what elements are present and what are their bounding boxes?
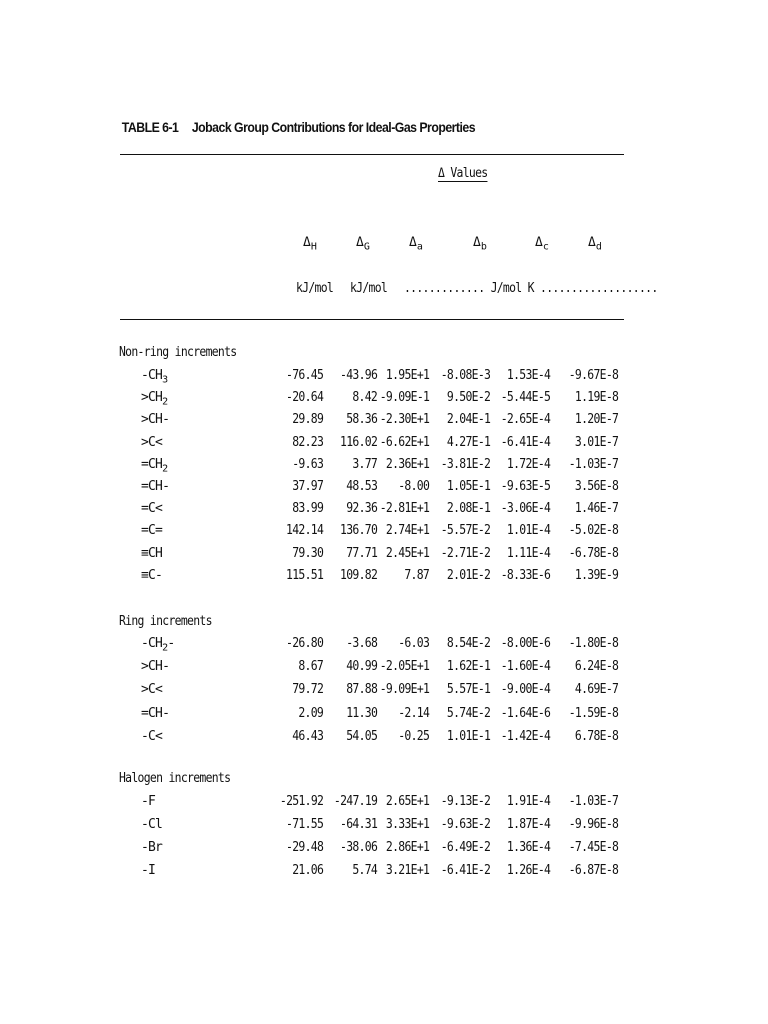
table-title (120, 119, 475, 135)
value-dh: 79.72 (292, 682, 323, 698)
group-formula: -I (141, 863, 156, 878)
group-name (141, 682, 162, 697)
value-dh: 37.97 (292, 479, 323, 494)
value-d: -7.45E-8 (568, 840, 618, 855)
value-dh: 142.14 (285, 523, 323, 539)
value-b: -2.71E-2 (440, 545, 490, 561)
value-c: -1.64E-6 (500, 705, 550, 721)
value-a: 2.36E+1 (385, 456, 429, 472)
value-dh: 79.30 (292, 545, 323, 561)
group-name (141, 546, 162, 561)
value-dh: -76.45 (285, 368, 323, 383)
column-header-b (473, 235, 487, 253)
value-d: 1.46E-7 (574, 501, 618, 517)
value-d: 6.78E-8 (574, 728, 618, 744)
value-a: -9.09E+1 (379, 682, 429, 698)
value-c: -9.00E-4 (500, 682, 550, 698)
group-name (141, 523, 162, 538)
table-row (0, 682, 768, 704)
value-c: -8.33E-6 (500, 567, 550, 583)
group-formula: =C= (141, 523, 163, 539)
group-name (141, 794, 155, 809)
column-header-subscript: d (595, 241, 602, 253)
group-name (141, 729, 162, 744)
column-header-subscript: G (363, 241, 370, 253)
group-formula: -CH (141, 368, 163, 383)
value-d: 1.19E-8 (574, 390, 618, 406)
value-dh: -29.48 (285, 840, 323, 855)
group-name (141, 412, 169, 427)
table-row (0, 501, 768, 523)
group-name (141, 840, 162, 855)
column-header-a (409, 235, 423, 253)
value-c: -6.41E-4 (500, 434, 550, 450)
group-formula: >CH- (141, 412, 170, 428)
value-a: -6.62E+1 (379, 434, 429, 450)
value-d: -1.59E-8 (568, 705, 618, 721)
value-dg: -38.06 (339, 840, 377, 855)
table-row (0, 523, 768, 545)
value-dg: 136.70 (339, 523, 377, 539)
value-a: -8.00 (398, 479, 429, 494)
value-b: -8.08E-3 (440, 368, 490, 383)
value-d: -9.96E-8 (568, 817, 618, 832)
value-dh: -9.63 (292, 456, 323, 472)
value-a: -9.09E-1 (379, 390, 429, 406)
group-name (141, 457, 167, 475)
value-dh: 21.06 (292, 863, 323, 878)
value-d: 1.20E-7 (574, 412, 618, 428)
value-dg: 87.88 (346, 682, 377, 698)
value-dg: -3.68 (346, 636, 377, 651)
group-name (141, 435, 162, 450)
value-c: -2.65E-4 (500, 412, 550, 428)
group-formula: -Br (141, 840, 163, 855)
table-row (0, 729, 768, 751)
value-d: -5.02E-8 (568, 523, 618, 539)
value-c: 1.87E-4 (506, 817, 550, 832)
column-header-d (588, 235, 602, 253)
value-b: 2.04E-1 (446, 412, 490, 428)
value-b: 4.27E-1 (446, 434, 490, 450)
group-formula: ≡CH (141, 545, 163, 561)
table-row (0, 706, 768, 728)
table-row (0, 546, 768, 568)
value-b: -5.57E-2 (440, 523, 490, 539)
value-b: 9.50E-2 (446, 390, 490, 406)
value-dh: -20.64 (285, 390, 323, 406)
group-name (141, 706, 169, 721)
value-d: -1.03E-7 (568, 794, 618, 809)
value-dh: 29.89 (292, 412, 323, 428)
group-name (141, 390, 167, 408)
value-c: 1.11E-4 (506, 545, 550, 561)
group-subscript: 3 (162, 374, 168, 386)
unit-dh: kJ/mol (296, 281, 334, 296)
group-name (141, 659, 169, 674)
value-dg: 77.71 (346, 545, 377, 561)
value-a: 1.95E+1 (385, 368, 429, 383)
value-d: -6.78E-8 (568, 545, 618, 561)
group-subscript: 2 (162, 642, 168, 654)
value-b: 1.01E-1 (446, 728, 490, 744)
group-name (141, 368, 167, 386)
value-c: 1.01E-4 (506, 523, 550, 539)
group-name (141, 501, 162, 516)
section-label: Halogen increments (119, 771, 231, 786)
value-dh: 115.51 (285, 567, 323, 583)
group-formula: -F (141, 794, 156, 809)
value-d: 4.69E-7 (574, 682, 618, 698)
value-dg: 48.53 (346, 479, 377, 494)
header-rule (120, 319, 624, 320)
value-c: -5.44E-5 (500, 390, 550, 406)
value-b: -9.63E-2 (440, 817, 490, 832)
table-row (0, 412, 768, 434)
value-b: -6.41E-2 (440, 863, 490, 878)
value-dh: 2.09 (298, 705, 323, 721)
table-row (0, 817, 768, 839)
column-header-subscript: c (542, 241, 549, 253)
value-dg: 54.05 (346, 728, 377, 744)
column-header-symbol: Δ (303, 235, 311, 250)
group-subscript: 2 (162, 396, 168, 408)
value-a: -2.30E+1 (379, 412, 429, 428)
group-formula: -CH (141, 636, 163, 651)
value-b: -6.49E-2 (440, 840, 490, 855)
value-dh: -26.80 (285, 636, 323, 651)
group-formula: -C< (141, 728, 163, 744)
column-header-H (303, 235, 317, 253)
value-b: 8.54E-2 (446, 636, 490, 651)
group-name (141, 568, 162, 583)
value-a: -2.81E+1 (379, 501, 429, 517)
value-c: -3.06E-4 (500, 501, 550, 517)
value-a: 2.86E+1 (385, 840, 429, 855)
group-name (141, 636, 174, 654)
table-row (0, 368, 768, 390)
unit-rest: ............. J/mol K ................... (404, 281, 658, 296)
value-c: 1.91E-4 (506, 794, 550, 809)
group-name (141, 817, 162, 832)
value-b: 5.57E-1 (446, 682, 490, 698)
value-a: 3.21E+1 (385, 863, 429, 878)
table-number: TABLE 6-1 (121, 119, 179, 135)
top-rule (120, 154, 624, 155)
group-formula: =CH- (141, 705, 170, 721)
value-dh: -251.92 (279, 794, 323, 809)
value-d: -1.03E-7 (568, 456, 618, 472)
group-formula: >C< (141, 434, 163, 450)
table-row (0, 863, 768, 885)
value-dg: -64.31 (339, 817, 377, 832)
value-d: 3.01E-7 (574, 434, 618, 450)
group-formula: >CH- (141, 659, 170, 675)
value-dh: 83.99 (292, 501, 323, 517)
value-dg: 5.74 (352, 863, 377, 878)
value-c: -1.60E-4 (500, 659, 550, 675)
value-d: -1.80E-8 (568, 636, 618, 651)
value-dg: 8.42 (352, 390, 377, 406)
table-row (0, 435, 768, 457)
table-row (0, 479, 768, 501)
value-d: -9.67E-8 (568, 368, 618, 383)
group-formula: =CH- (141, 479, 170, 494)
value-a: 3.33E+1 (385, 817, 429, 832)
column-header-subscript: a (416, 241, 423, 253)
value-c: 1.72E-4 (506, 456, 550, 472)
table-row (0, 840, 768, 862)
table-row (0, 568, 768, 590)
value-c: 1.26E-4 (506, 863, 550, 878)
table-row (0, 457, 768, 479)
column-header-c (535, 235, 549, 253)
column-header-symbol: Δ (409, 235, 417, 250)
value-dg: 116.02 (339, 434, 377, 450)
value-d: 6.24E-8 (574, 659, 618, 675)
column-header-symbol: Δ (535, 235, 543, 250)
value-a: 2.74E+1 (385, 523, 429, 539)
value-dg: 11.30 (346, 705, 377, 721)
value-b: 2.01E-2 (446, 567, 490, 583)
group-formula: >C< (141, 682, 163, 698)
value-dg: 92.36 (346, 501, 377, 517)
section-label: Ring increments (119, 614, 212, 629)
value-dg: 109.82 (339, 567, 377, 583)
value-b: 1.05E-1 (446, 479, 490, 494)
value-a: -2.14 (398, 705, 429, 721)
group-formula: =CH (141, 456, 163, 472)
table-row (0, 636, 768, 658)
group-name (141, 863, 155, 878)
column-header-symbol: Δ (356, 235, 364, 250)
column-header-subscript: b (480, 241, 487, 253)
value-a: -0.25 (398, 728, 429, 744)
table-row (0, 794, 768, 816)
value-dh: -71.55 (285, 817, 323, 832)
value-c: 1.36E-4 (506, 840, 550, 855)
section-label: Non-ring increments (119, 345, 237, 360)
group-formula: =C< (141, 501, 163, 517)
value-dg: 40.99 (346, 659, 377, 675)
value-b: -3.81E-2 (440, 456, 490, 472)
value-c: 1.53E-4 (506, 368, 550, 383)
group-suffix: - (167, 636, 175, 651)
column-header-subscript: H (310, 241, 317, 253)
column-header-G (356, 235, 370, 253)
value-c: -8.00E-6 (500, 636, 550, 651)
value-dg: -247.19 (333, 794, 377, 809)
table-row (0, 390, 768, 412)
table-caption: Joback Group Contributions for Ideal-Gas Properties (191, 119, 476, 135)
value-a: 2.65E+1 (385, 794, 429, 809)
delta-values-heading: Δ Values (438, 166, 488, 181)
value-a: 7.87 (404, 567, 429, 583)
value-dh: 82.23 (292, 434, 323, 450)
value-dg: -43.96 (339, 368, 377, 383)
value-d: -6.87E-8 (568, 863, 618, 878)
value-dh: 46.43 (292, 728, 323, 744)
value-d: 1.39E-9 (574, 567, 618, 583)
table-row (0, 659, 768, 681)
value-dh: 8.67 (298, 659, 323, 675)
value-b: -9.13E-2 (440, 794, 490, 809)
value-dg: 58.36 (346, 412, 377, 428)
value-b: 1.62E-1 (446, 659, 490, 675)
group-subscript: 2 (162, 463, 168, 475)
group-formula: >CH (141, 390, 163, 406)
value-a: -2.05E+1 (379, 659, 429, 675)
value-b: 2.08E-1 (446, 501, 490, 517)
value-b: 5.74E-2 (446, 705, 490, 721)
value-a: 2.45E+1 (385, 545, 429, 561)
column-header-symbol: Δ (473, 235, 481, 250)
value-d: 3.56E-8 (574, 479, 618, 494)
value-dg: 3.77 (352, 456, 377, 472)
group-formula: -Cl (141, 817, 163, 832)
group-name (141, 479, 169, 494)
value-c: -1.42E-4 (500, 728, 550, 744)
value-c: -9.63E-5 (500, 479, 550, 494)
value-a: -6.03 (398, 636, 429, 651)
group-formula: ≡C- (141, 567, 163, 583)
unit-dg: kJ/mol (350, 281, 388, 296)
column-header-symbol: Δ (588, 235, 596, 250)
